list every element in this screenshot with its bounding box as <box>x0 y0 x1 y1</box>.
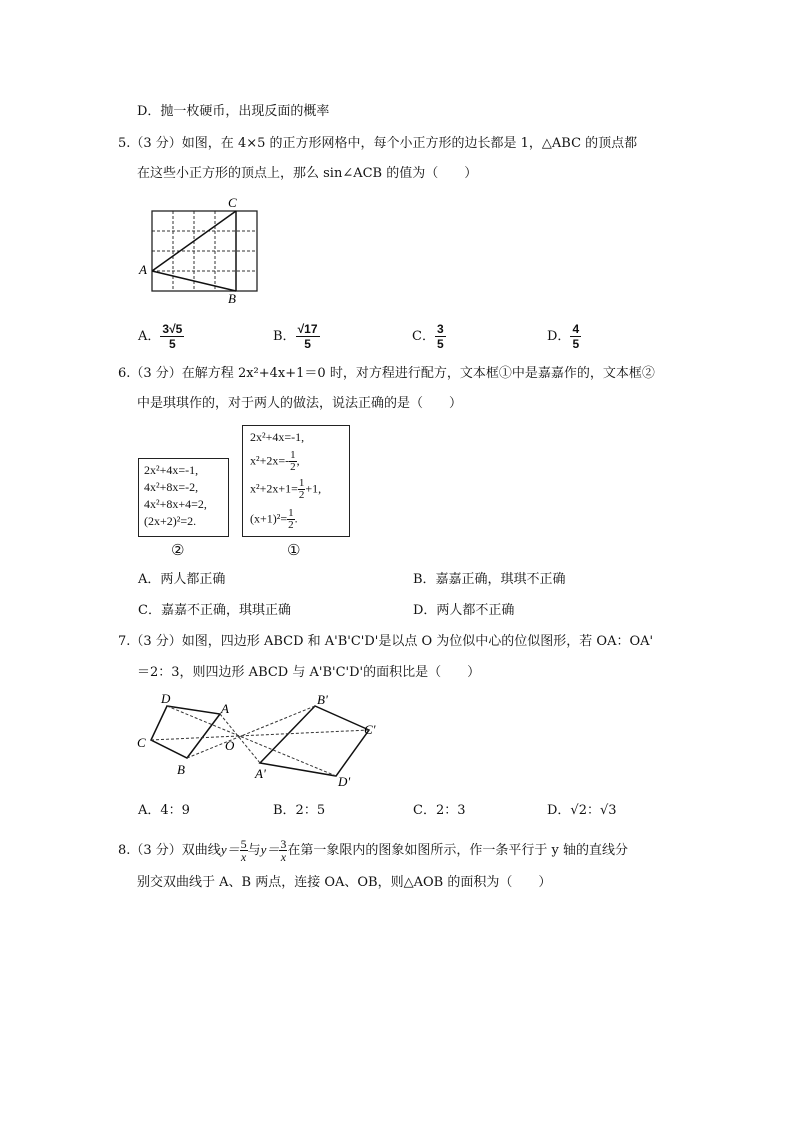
q6-option-a[interactable]: A．两人都正确 <box>138 572 226 587</box>
q6-stem-line2: 中是琪琪作的，对于两人的做法，说法正确的是（ ） <box>137 396 463 411</box>
q7-homothety-figure <box>133 690 383 790</box>
q8-mid: 与 <box>247 843 261 858</box>
q7-option-b[interactable]: B．2：5 <box>273 803 326 818</box>
q6-stem-line1: 6.（3 分）在解方程 2x²+4x+1＝0 时，对方程进行配方，文本框①中是嘉嘉作的，文本框② <box>118 366 655 381</box>
fraction <box>296 322 320 351</box>
box1-tail: , <box>296 453 300 468</box>
denominator: 5 <box>304 337 311 351</box>
denominator: 5 <box>572 337 580 351</box>
q6-textbox-2 <box>138 458 229 537</box>
box1-line <box>250 478 321 501</box>
fraction <box>570 322 581 351</box>
box2-line: 4x²+8x=-2, <box>144 480 199 494</box>
q7-label-b-prime: B' <box>317 692 328 707</box>
numerator: 1 <box>298 477 305 489</box>
denominator: 2 <box>288 519 294 531</box>
q8-stem-line1 <box>118 836 628 865</box>
q7-label-a-prime: A' <box>255 766 266 781</box>
q8-fraction-5-over-x <box>240 838 248 863</box>
box1-line-text: (x+1)²= <box>250 511 288 526</box>
q6-box1-label: ① <box>287 541 301 559</box>
fraction <box>287 508 295 531</box>
q7-label-c-prime: C' <box>364 722 376 737</box>
q8-prefix: 8.（3 分）双曲线 <box>118 843 221 858</box>
option-letter: B． <box>273 329 296 344</box>
option-letter: D． <box>547 329 571 344</box>
numerator: √17 <box>297 322 318 336</box>
q7-label-d: D <box>161 691 171 706</box>
q5-grid-figure <box>135 192 265 307</box>
box2-line: 4x²+8x+4=2, <box>144 497 207 511</box>
numerator: 1 <box>288 507 294 519</box>
denominator: x <box>280 850 287 864</box>
denominator: 5 <box>436 337 444 351</box>
q7-label-b: B <box>177 762 185 777</box>
box2-line: (2x+2)²=2. <box>144 514 197 528</box>
box1-tail: . <box>294 511 298 526</box>
numerator: 3 <box>436 322 444 336</box>
fraction <box>160 322 184 351</box>
q5-option-d[interactable] <box>547 322 581 351</box>
q5-option-a[interactable] <box>138 322 184 351</box>
box1-line-text: x²+2x=- <box>250 453 290 468</box>
fraction <box>289 450 297 473</box>
denominator: 2 <box>298 489 305 501</box>
q5-label-a: A <box>139 262 147 277</box>
q8-y: y＝ <box>260 842 280 857</box>
q6-option-c[interactable]: C．嘉嘉不正确，琪琪正确 <box>138 603 291 618</box>
q7-stem-line1: 7.（3 分）如图，四边形 ABCD 和 A'B'C'D'是以点 O 为位似中心的位似图形，若 OA：OA' <box>118 634 654 649</box>
q7-option-d[interactable]: D．√2：√3 <box>547 803 617 818</box>
q7-label-o: O <box>225 738 235 753</box>
q5-label-c: C <box>228 195 237 210</box>
numerator: 1 <box>290 449 296 461</box>
q8-stem-line2: 别交双曲线于 A、B 两点，连接 OA、OB，则△AOB 的面积为（ ） <box>137 875 552 890</box>
q7-stem-line2: ＝2：3，则四边形 ABCD 与 A'B'C'D'的面积比是（ ） <box>137 665 481 680</box>
box2-line: 2x²+4x=-1, <box>144 463 199 477</box>
box1-tail: +1, <box>305 481 322 496</box>
box1-line-text: x²+2x+1= <box>250 481 298 496</box>
numerator: 3√5 <box>162 322 183 336</box>
q6-textbox-1 <box>242 425 350 537</box>
box1-line <box>250 508 298 531</box>
q6-option-d[interactable]: D．两人都不正确 <box>413 603 515 618</box>
q4-option-d: D．抛一枚硬币，出现反面的概率 <box>137 104 330 119</box>
q7-option-c[interactable]: C．2：3 <box>413 803 466 818</box>
q7-option-a[interactable]: A．4：9 <box>138 803 190 818</box>
box1-line: 2x²+4x=-1, <box>250 430 305 444</box>
denominator: x <box>240 850 247 864</box>
denominator: 2 <box>290 461 296 473</box>
numerator: 5 <box>240 837 247 851</box>
q8-suffix: 在第一象限内的图象如图所示，作一条平行于 y 轴的直线分 <box>287 843 628 858</box>
option-letter: C． <box>412 329 435 344</box>
q5-option-c[interactable] <box>412 322 446 351</box>
q5-stem-line1: 5.（3 分）如图，在 4×5 的正方形网格中，每个小正方形的边长都是 1，△ABC 的顶点都 <box>118 136 638 151</box>
q6-box2-label: ② <box>171 541 185 559</box>
q5-option-b[interactable] <box>273 322 320 351</box>
q7-label-c: C <box>137 735 146 750</box>
box1-line <box>250 450 300 473</box>
q7-label-a: A <box>221 701 229 716</box>
q5-stem-line2: 在这些小正方形的顶点上，那么 sin∠ACB 的值为（ ） <box>137 166 478 181</box>
q7-label-d-prime: D' <box>338 774 351 789</box>
denominator: 5 <box>169 337 176 351</box>
numerator: 3 <box>280 837 287 851</box>
q6-option-b[interactable]: B．嘉嘉正确，琪琪不正确 <box>413 572 566 587</box>
numerator: 4 <box>572 322 580 336</box>
fraction <box>435 322 446 351</box>
q5-label-b: B <box>228 291 236 306</box>
q8-y: y＝ <box>220 842 240 857</box>
option-letter: A． <box>138 329 161 344</box>
